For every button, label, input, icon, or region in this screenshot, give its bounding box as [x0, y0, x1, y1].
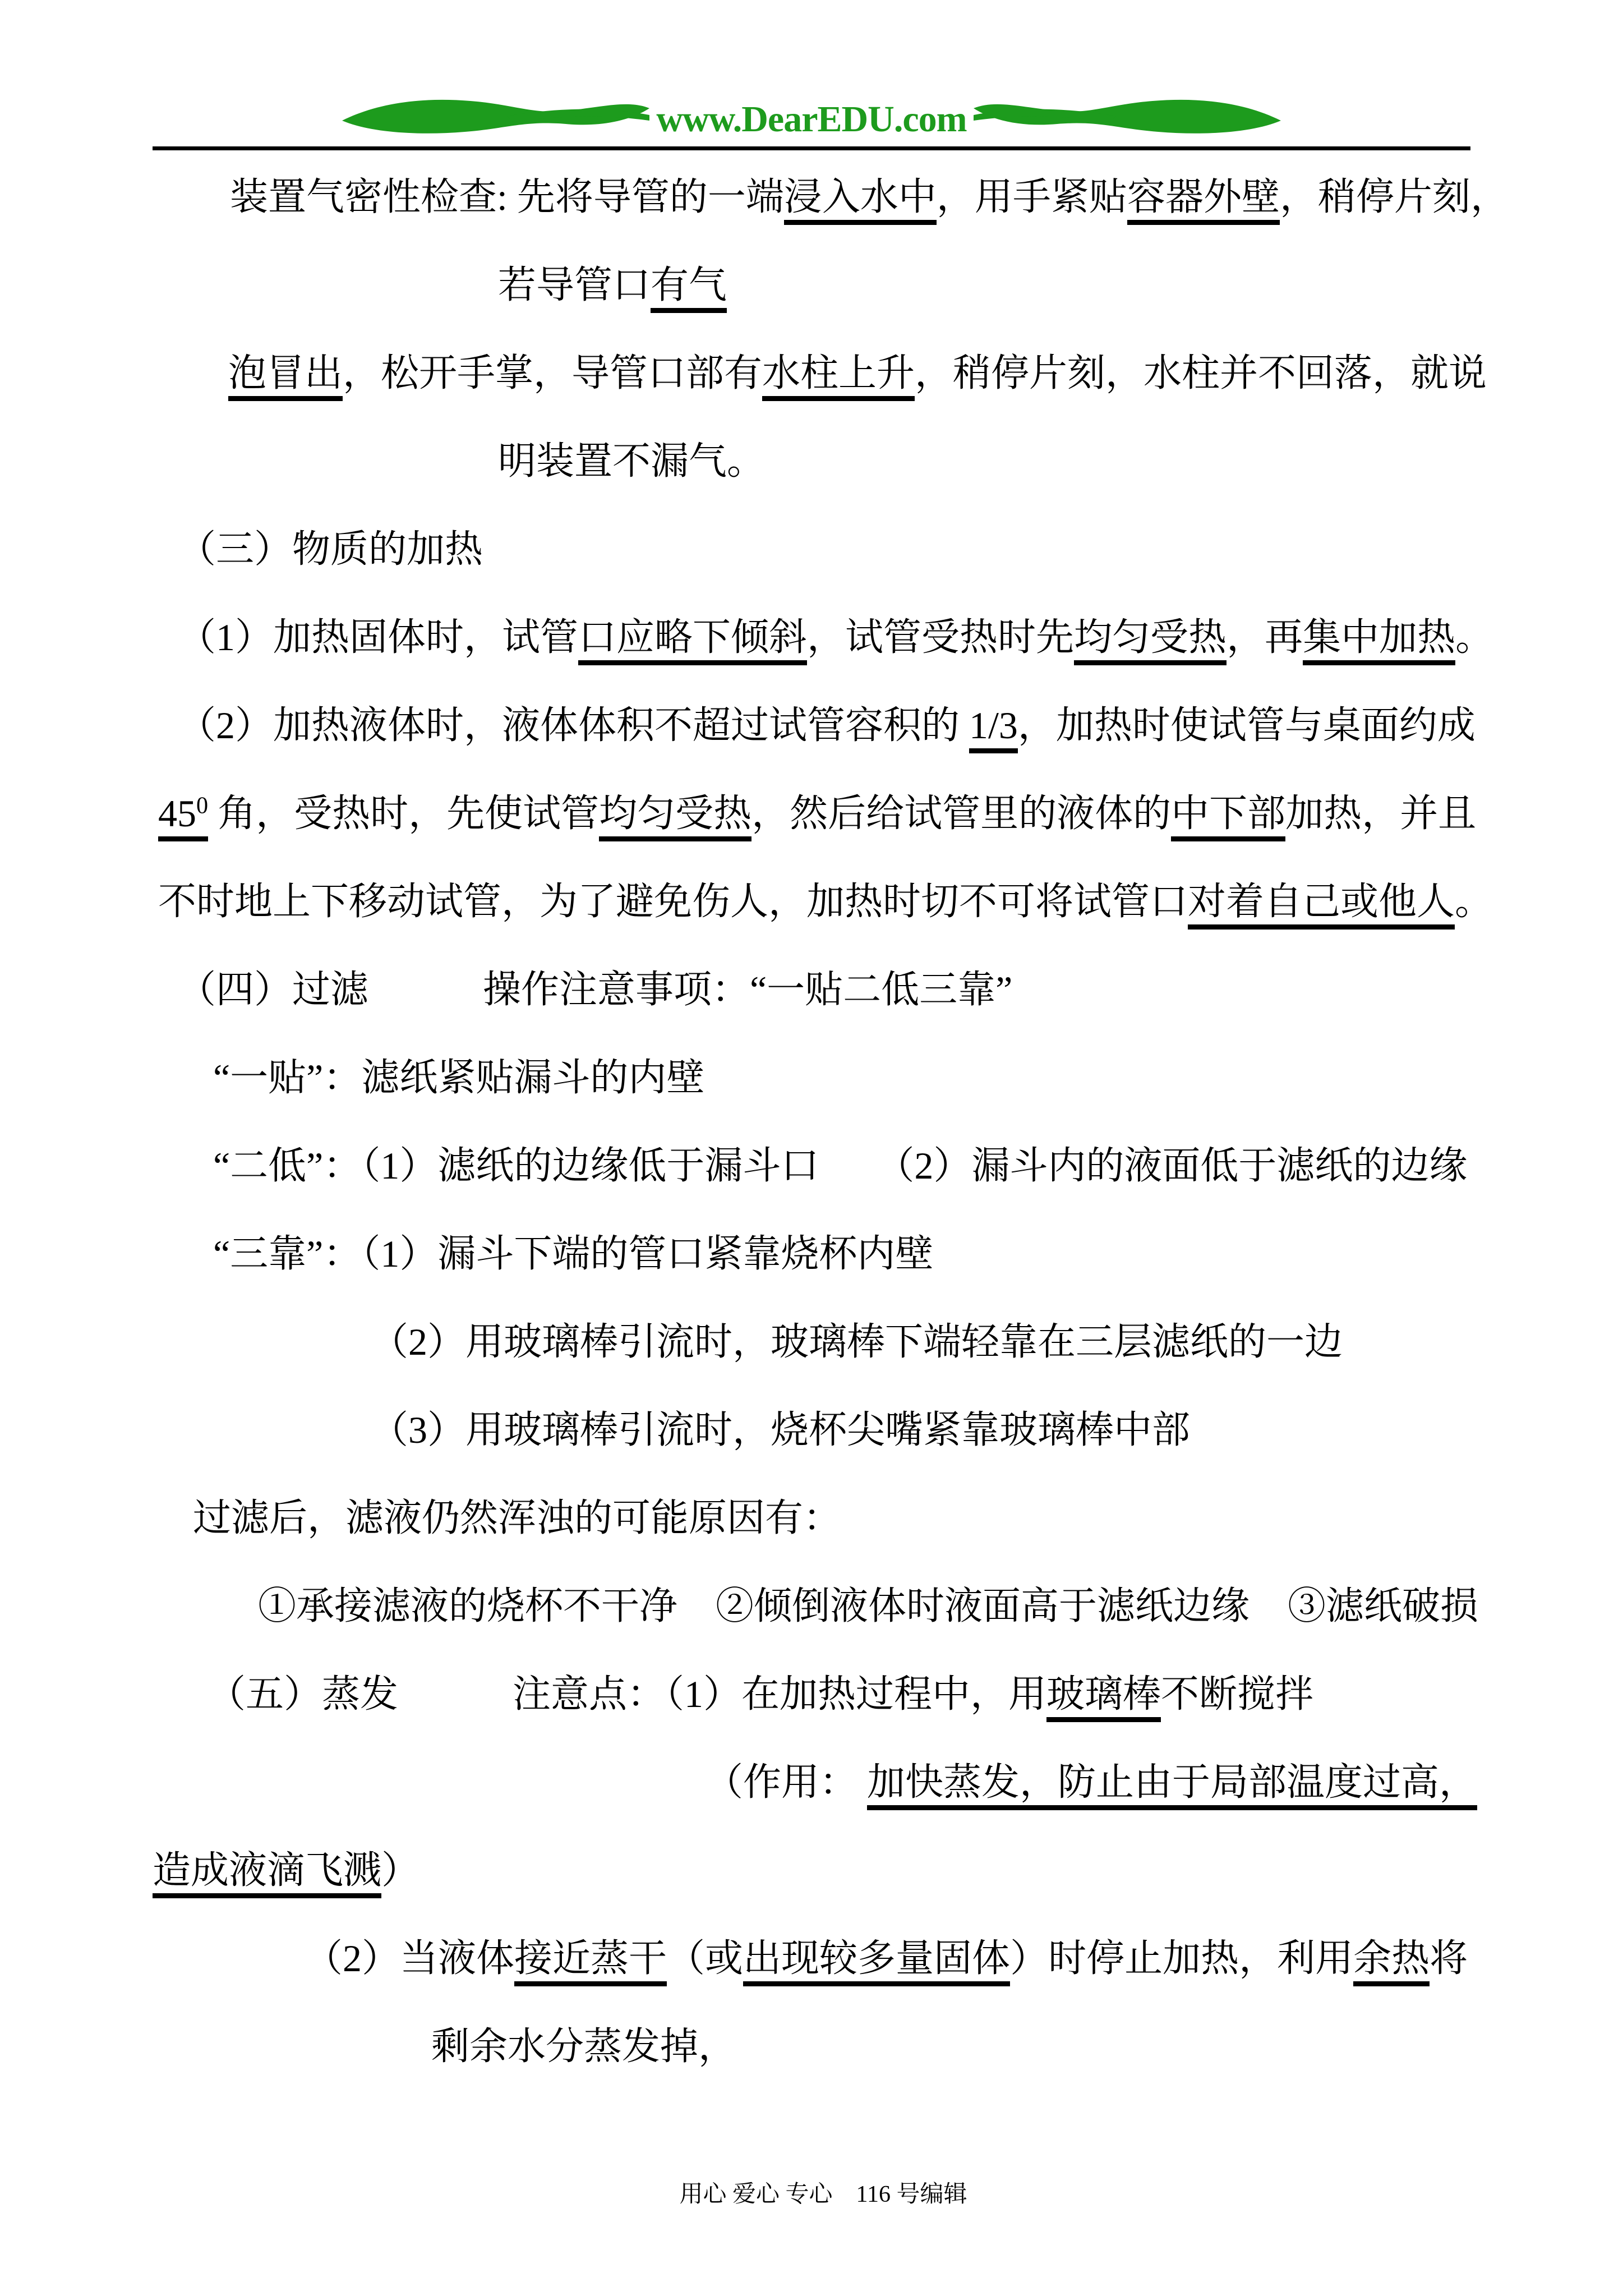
- text-segment: （2）当液体: [305, 1937, 515, 1980]
- text-segment: 玻璃棒: [1046, 1673, 1161, 1715]
- underlined-text: [867, 1761, 1477, 1810]
- text-segment: “三靠”：（1）漏斗下端的管口紧靠烧杯内壁: [213, 1232, 934, 1275]
- text-segment: ，稍停片刻，水柱并不回落，就说: [915, 352, 1487, 394]
- text-segment: ，用手紧贴: [936, 176, 1127, 218]
- text-segment: ，试管受热时先: [807, 616, 1075, 659]
- text-segment: “二低”：（1）滤纸的边缘低于漏斗口 （2）漏斗内的液面低于滤纸的边缘: [213, 1144, 1468, 1187]
- text-segment: （三）物质的加热: [178, 528, 483, 570]
- text-segment: 有气: [651, 264, 727, 306]
- underlined-text: [1074, 616, 1227, 665]
- text-segment: 均匀受热: [1074, 616, 1227, 659]
- text-segment: （五）蒸发 注意点：（1）在加热过程中，用: [208, 1673, 1047, 1715]
- text-line: [0, 518, 1623, 606]
- footer-text: 用心 爱心 专心 116 号编辑: [679, 2182, 967, 2207]
- text-segment: 泡冒出: [228, 352, 343, 394]
- text-segment: 明装置不漏气。: [498, 440, 766, 482]
- text-segment: 出现较多量固体: [743, 1937, 1011, 1980]
- underlined-text: [1127, 176, 1280, 225]
- text-segment: （四）过滤 操作注意事项：“一贴二低三靠”: [178, 968, 1013, 1011]
- underlined-text: [1171, 792, 1285, 841]
- text-segment: （1）加热固体时，试管: [178, 616, 579, 659]
- text-line: [0, 1839, 1623, 1927]
- text-segment: 1/3: [969, 704, 1018, 747]
- text-segment: ，再: [1227, 616, 1303, 659]
- text-segment: 容器外壁: [1127, 176, 1280, 218]
- text-segment: 角，受热时，先使试管: [208, 792, 600, 835]
- text-segment: 不断搅拌: [1161, 1673, 1314, 1715]
- page-footer: [0, 2144, 1623, 2245]
- text-segment: 过滤后，滤液仍然浑浊的可能原因有：: [193, 1497, 842, 1539]
- text-segment: 余热: [1353, 1937, 1430, 1980]
- underlined-text: [784, 176, 937, 225]
- text-segment: 。: [1455, 880, 1493, 923]
- text-segment: 集中加热: [1303, 616, 1456, 659]
- underlined-text: [578, 616, 807, 665]
- text-line: [0, 1223, 1623, 1311]
- text-segment: （2）加热液体时，液体体积不超过试管容积的: [178, 704, 970, 747]
- text-segment: 装置气密性检查: 先将导管的一端: [230, 176, 784, 218]
- text-line: [0, 342, 1623, 430]
- text-line: [0, 694, 1623, 783]
- text-segment: （作用：: [705, 1761, 868, 1803]
- text-line: [0, 166, 1623, 254]
- text-line: [0, 1047, 1623, 1135]
- text-segment: “一贴”：滤纸紧贴漏斗的内壁: [213, 1056, 705, 1099]
- text-line: [0, 1575, 1623, 1663]
- text-line: [0, 1663, 1623, 1751]
- header-divider: [153, 146, 1470, 150]
- underlined-text: [762, 352, 915, 401]
- text-line: [0, 959, 1623, 1047]
- underlined-text: [1353, 1937, 1430, 1986]
- text-segment: ，加热时使试管与桌面约成: [1017, 704, 1476, 747]
- logo-text: www.DearEDU.com: [656, 99, 967, 140]
- underlined-text: [153, 1849, 381, 1898]
- text-segment: 中下部: [1171, 792, 1286, 835]
- text-line: [0, 2016, 1623, 2104]
- text-segment: 45: [158, 792, 196, 835]
- text-segment: 若导管口: [498, 264, 651, 306]
- text-segment: 。: [1455, 616, 1494, 659]
- text-segment: （2）用玻璃棒引流时，玻璃棒下端轻靠在三层滤纸的一边: [370, 1320, 1343, 1363]
- text-segment: 将: [1430, 1937, 1468, 1980]
- underlined-text: [1046, 1673, 1161, 1722]
- text-segment: 口应略下倾斜: [578, 616, 808, 659]
- text-line: [0, 1399, 1623, 1487]
- underlined-text: [514, 1937, 667, 1986]
- text-segment: 均匀受热: [599, 792, 752, 835]
- text-segment: 0: [196, 792, 209, 819]
- text-line: [0, 1927, 1623, 2016]
- text-line: [0, 871, 1623, 959]
- text-segment: 对着自己或他人: [1188, 880, 1455, 923]
- dearedu-logo: [0, 89, 1623, 150]
- text-segment: 剩余水分蒸发掉，: [431, 2025, 737, 2068]
- text-segment: 造成液滴飞溅: [153, 1849, 382, 1892]
- text-line: [0, 783, 1623, 871]
- underlined-text: [599, 792, 751, 841]
- text-line: [0, 1135, 1623, 1223]
- text-segment: ）: [381, 1849, 420, 1892]
- underlined-text: [228, 352, 343, 401]
- text-segment: 不时地上下移动试管，为了避免伤人，加热时切不可将试管口: [158, 880, 1188, 923]
- text-segment: ，稍停片刻，: [1279, 176, 1509, 218]
- text-line: [0, 1751, 1623, 1839]
- text-segment: 加热，并且: [1285, 792, 1477, 835]
- logo-swoosh-left-icon: [339, 91, 653, 148]
- underlined-text: [158, 792, 208, 841]
- text-line: [0, 430, 1623, 518]
- logo-swoosh-right-icon: [970, 91, 1284, 148]
- text-segment: 水柱上升: [762, 352, 915, 394]
- underlined-text: [969, 704, 1018, 753]
- text-segment: ，松开手掌，导管口部有: [343, 352, 763, 394]
- text-segment: 接近蒸干: [514, 1937, 667, 1980]
- text-line: [0, 606, 1623, 694]
- text-segment: （或: [667, 1937, 744, 1980]
- text-segment: 浸入水中: [783, 176, 937, 218]
- text-segment: （3）用玻璃棒引流时，烧杯尖嘴紧靠玻璃棒中部: [370, 1409, 1191, 1451]
- text-segment: ①承接滤液的烧杯不干净 ②倾倒液体时液面高于滤纸边缘 ③滤纸破损: [258, 1585, 1479, 1627]
- document-body: [0, 166, 1623, 2104]
- text-line: [0, 254, 1623, 342]
- underlined-text: [1303, 616, 1455, 665]
- underlined-text: [743, 1937, 1010, 1986]
- text-line: [0, 1311, 1623, 1399]
- text-segment: ）时停止加热，利用: [1010, 1937, 1354, 1980]
- text-segment: ，然后给试管里的液体的: [751, 792, 1172, 835]
- text-segment: 加快蒸发，防止由于局部温度过高，: [867, 1761, 1478, 1803]
- underlined-text: [1188, 880, 1455, 930]
- underlined-text: [651, 264, 727, 313]
- text-line: [0, 1487, 1623, 1575]
